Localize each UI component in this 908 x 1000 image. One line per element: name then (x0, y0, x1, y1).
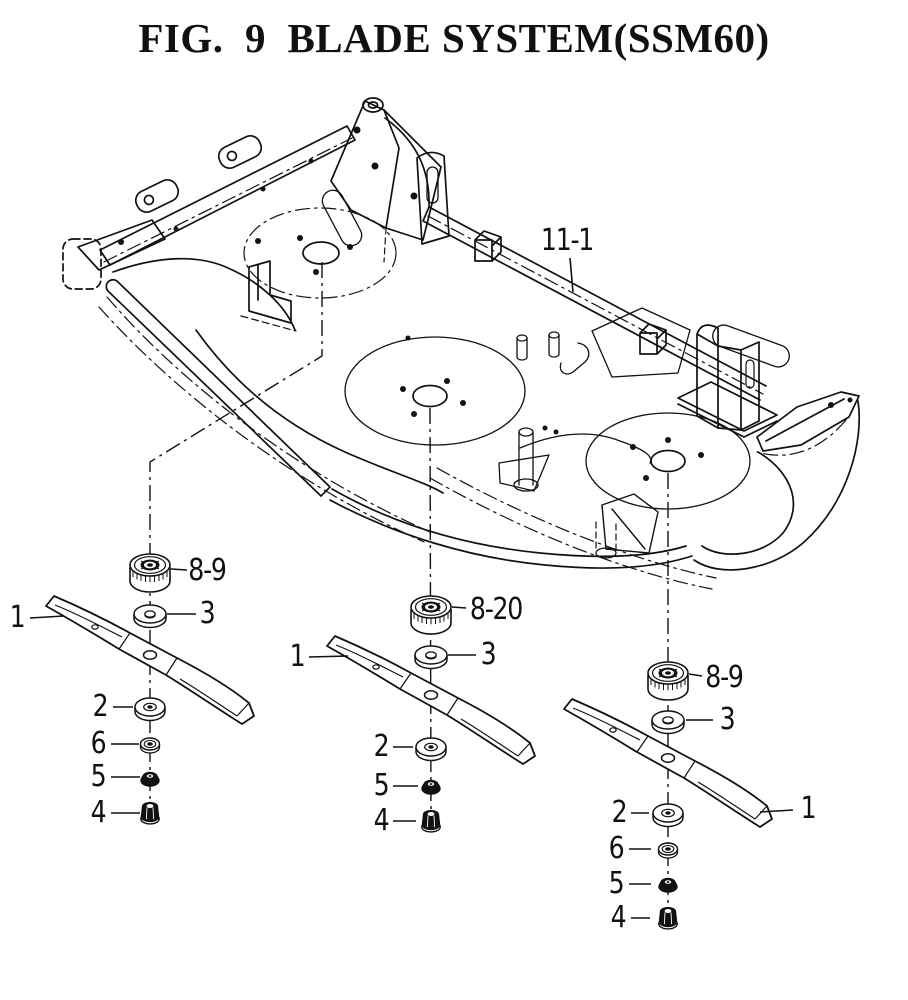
callout-left-spindle-washer: 3 (199, 596, 215, 631)
callout-center-nut: 4 (373, 803, 389, 838)
bearing-housing-center (411, 596, 451, 634)
nut-right (659, 907, 677, 929)
callout-right-spindle-washer: 3 (719, 702, 735, 737)
spindle-washer-right (652, 711, 684, 734)
callout-left-nut: 4 (90, 795, 106, 830)
callout-right-blade: 1 (800, 791, 816, 826)
deck-left-rail (63, 126, 355, 289)
bearing-housing-right (648, 662, 688, 700)
callout-center-lock-washer: 5 (373, 768, 389, 803)
blade-washer-right (653, 804, 683, 827)
deck-right-rail (417, 152, 777, 437)
lock-washer-right (659, 878, 677, 892)
bearing-housing-left (130, 554, 170, 592)
callout-right-blade-washer: 2 (611, 795, 627, 830)
deck-gusset-bracket (331, 98, 441, 262)
callout-left-bearing: 8-9 (188, 553, 226, 588)
callout-right-bearing: 8-9 (705, 660, 743, 695)
mower-deck-drawing (63, 98, 859, 589)
callout-right-flat-washer: 6 (608, 831, 624, 866)
lock-washer-center (422, 780, 440, 794)
callout-left-blade-washer: 2 (92, 689, 108, 724)
callout-center-blade: 1 (289, 639, 305, 674)
blade-washer-center (416, 738, 446, 761)
flat-washer-right (659, 843, 678, 858)
callout-deck: 11-1 (540, 223, 594, 258)
figure-title: FIG. 9 BLADE SYSTEM(SSM60) (138, 15, 770, 61)
callout-left-flat-washer: 6 (90, 726, 106, 761)
spindle-washer-left (134, 605, 166, 628)
callout-right-nut: 4 (610, 900, 626, 935)
callout-left-lock-washer: 5 (90, 759, 106, 794)
deck-skirt (99, 280, 859, 589)
callout-center-blade-washer: 2 (373, 729, 389, 764)
lock-washer-left (141, 772, 159, 786)
callout-center-bearing: 8-20 (469, 592, 523, 627)
callout-right-lock-washer: 5 (608, 866, 624, 901)
deck-wing-bracket (757, 392, 859, 451)
nut-left (141, 802, 159, 824)
nut-center (422, 810, 440, 832)
centerline-leaders (150, 262, 668, 915)
flat-washer-left (141, 738, 160, 753)
callout-center-spindle-washer: 3 (480, 637, 496, 672)
callout-left-blade: 1 (9, 600, 25, 635)
blade-washer-left (135, 698, 165, 721)
deck-surface (113, 118, 792, 509)
spindle-washer-center (415, 646, 447, 669)
